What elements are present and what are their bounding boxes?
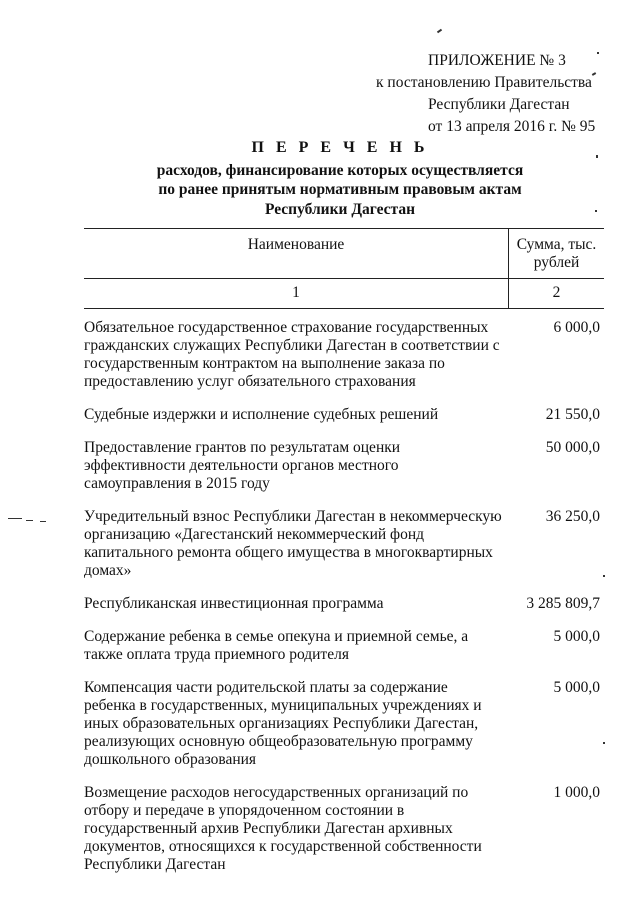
column-number-row xyxy=(84,279,604,309)
table-row xyxy=(84,624,604,675)
appendix-reference: к постановлению Правительства xyxy=(376,74,592,91)
scan-speck xyxy=(40,521,46,522)
scan-speck xyxy=(603,575,605,577)
row-name: Предоставление грантов по результатам оценки эффективности деятельности органов местного самоуправления в 2015 году xyxy=(84,439,401,492)
table-row xyxy=(84,435,604,504)
table-row xyxy=(84,780,604,885)
appendix-date: от 13 апреля 2016 г. № 95 xyxy=(428,118,596,135)
table-row xyxy=(84,309,604,403)
appendix-number: ПРИЛОЖЕНИЕ № 3 xyxy=(428,52,566,69)
scan-speck xyxy=(595,210,597,212)
heading-line-3: Республики Дагестан xyxy=(264,200,416,218)
header-sum: Сумма, тыс. рублей xyxy=(509,229,604,279)
row-name: Возмещение расходов негосударственных организаций по отбору и передаче в упорядоченном состоянии в государственный архив Республики Дагестан архивных документов, относящихся к государственной собственности Республики Дагестан xyxy=(84,784,482,873)
scan-speck xyxy=(437,29,442,34)
table-row xyxy=(84,504,604,591)
column-number-name: 1 xyxy=(84,279,509,309)
scan-speck xyxy=(8,518,22,519)
row-sum: 50 000,0 xyxy=(545,439,600,456)
scan-speck xyxy=(26,520,33,521)
table-header-row xyxy=(84,229,604,279)
row-sum: 3 285 809,7 xyxy=(526,595,600,612)
heading-line-2: по ранее принятым нормативным правовым актам xyxy=(158,181,522,198)
row-sum: 21 550,0 xyxy=(545,406,600,423)
table-row xyxy=(84,675,604,780)
header-name: Наименование xyxy=(84,229,509,279)
row-name: Содержание ребенка в семье опекуна и приемной семье, а также оплата труда приемного родителя xyxy=(84,628,469,663)
row-sum: 5 000,0 xyxy=(553,628,600,645)
row-name: Судебные издержки и исполнение судебных решений xyxy=(84,406,439,423)
scan-speck xyxy=(596,155,598,158)
row-sum: 6 000,0 xyxy=(553,319,600,336)
scan-speck xyxy=(603,742,605,744)
row-name: Республиканская инвестиционная программа xyxy=(84,595,384,612)
row-name: Учредительный взнос Республики Дагестан в некоммерческую организацию «Дагестанский некоммерческий фонд капитального ремонта общего имущества в многоквартирных домах» xyxy=(84,508,502,579)
table-row xyxy=(84,402,604,435)
appendix-block xyxy=(372,50,602,138)
appendix-government: Республики Дагестан xyxy=(428,96,570,113)
table-row xyxy=(84,591,604,624)
expenses-table xyxy=(84,228,604,885)
heading-line-1: расходов, финансирование которых осуществляется xyxy=(156,161,524,179)
document-heading xyxy=(80,138,600,219)
document-title: П Е Р Е Ч Е Н Ь xyxy=(251,139,429,156)
row-name: Компенсация части родительской платы за содержание ребенка в государственных, муниципальных учреждениях и иных образовательных организациях Республики Дагестан, реализующих основную общеобразовательную программу дошкольного образования xyxy=(84,679,482,768)
row-name: Обязательное государственное страхование государственных гражданских служащих Республики Дагестан в соответствии с государственным контрактом на выполнение заказа по предоставлению услуг обязательного страхования xyxy=(84,319,500,390)
scan-speck xyxy=(597,52,599,54)
row-sum: 5 000,0 xyxy=(553,679,600,696)
column-number-sum: 2 xyxy=(509,279,604,309)
row-sum: 1 000,0 xyxy=(553,784,600,801)
row-sum: 36 250,0 xyxy=(545,508,600,525)
